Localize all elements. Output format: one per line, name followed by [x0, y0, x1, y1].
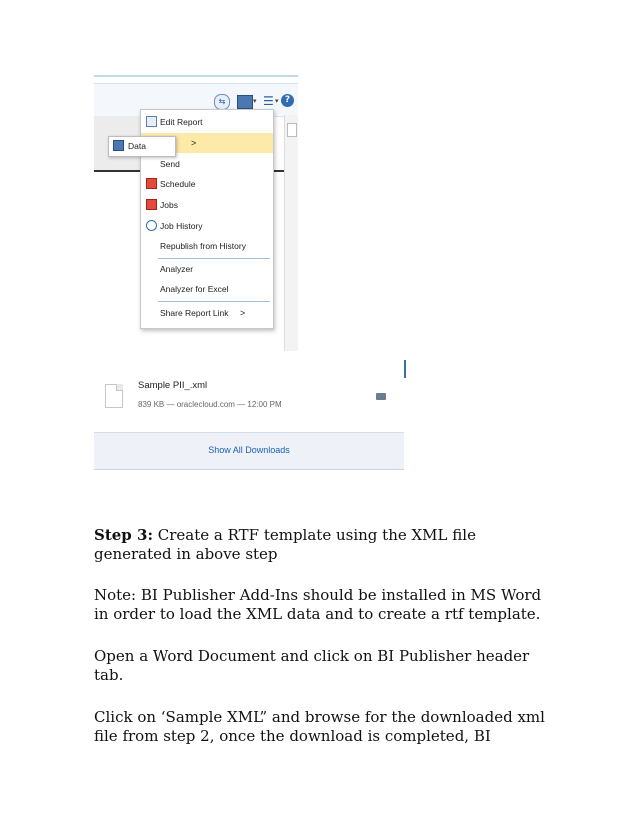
report-actions-screenshot [94, 75, 298, 351]
step-text: Create a RTF template using the XML file generated in above step [94, 526, 476, 563]
menu-item-job-history[interactable] [141, 216, 273, 236]
note-paragraph: Note: BI Publisher Add-Ins should be installed in MS Word in order to load the XML data and to create a rtf template. [94, 586, 542, 623]
vertical-scrollbar[interactable] [284, 115, 298, 351]
chevron-right-icon: > [191, 138, 197, 148]
help-icon[interactable]: ? [281, 94, 294, 107]
open-word-paragraph: Open a Word Document and click on BI Publisher header tab. [94, 647, 530, 684]
folder-icon[interactable] [376, 393, 386, 400]
edit-report-icon [146, 116, 157, 127]
menu-item-jobs[interactable] [141, 195, 273, 215]
submenu-item-label: Data [128, 141, 146, 151]
download-file-name[interactable]: Sample PII_.xml [138, 380, 208, 391]
menu-item-label: Job History [160, 221, 203, 231]
panel-border [404, 360, 406, 378]
group-icon[interactable]: ⇆ [214, 94, 230, 110]
data-icon [113, 140, 124, 151]
chevron-down-icon[interactable]: ▾ [275, 97, 279, 105]
show-all-downloads-link[interactable]: Show All Downloads [208, 445, 290, 455]
schedule-icon [146, 178, 157, 189]
step-label: Step 3: [94, 526, 153, 544]
jobs-icon [146, 199, 157, 210]
menu-item-analyzer[interactable] [141, 259, 273, 279]
menu-item-label: Edit Report [160, 117, 203, 127]
list-icon[interactable]: ☰ [263, 94, 274, 108]
menu-item-label: Analyzer [160, 264, 194, 274]
menu-item-edit-report[interactable] [141, 112, 273, 132]
actions-icon[interactable] [237, 95, 253, 109]
menu-item-schedule[interactable] [141, 174, 273, 194]
download-file-meta: 839 KB — oraclecloud.com — 12:00 PM [138, 400, 282, 409]
menu-item-label: Schedule [160, 179, 196, 189]
job-history-icon [146, 220, 157, 231]
menu-item-label: Jobs [160, 200, 178, 210]
menu-item-analyzer-excel[interactable] [141, 279, 273, 299]
menu-item-label: Send [160, 159, 180, 169]
top-border [94, 75, 298, 77]
menu-item-republish[interactable] [141, 236, 273, 256]
menu-item-label: Analyzer for Excel [160, 284, 229, 294]
file-icon [105, 384, 123, 408]
chevron-down-icon[interactable]: ▾ [253, 97, 257, 105]
step-3-paragraph [94, 526, 554, 564]
export-submenu-data[interactable] [108, 136, 176, 157]
menu-item-share-report-link[interactable] [141, 303, 273, 323]
menu-item-label: Share Report Link [160, 308, 229, 318]
chevron-right-icon: > [240, 308, 246, 318]
download-panel-screenshot [94, 360, 406, 468]
scrollbar-thumb[interactable] [287, 123, 297, 137]
click-sample-xml-paragraph: Click on ‘Sample XML” and browse for the downloaded xml file from step 2, once the download is completed, BI [94, 708, 545, 745]
menu-separator [158, 301, 270, 302]
menu-item-label: Republish from History [160, 241, 246, 251]
menu-item-send[interactable] [141, 154, 273, 174]
